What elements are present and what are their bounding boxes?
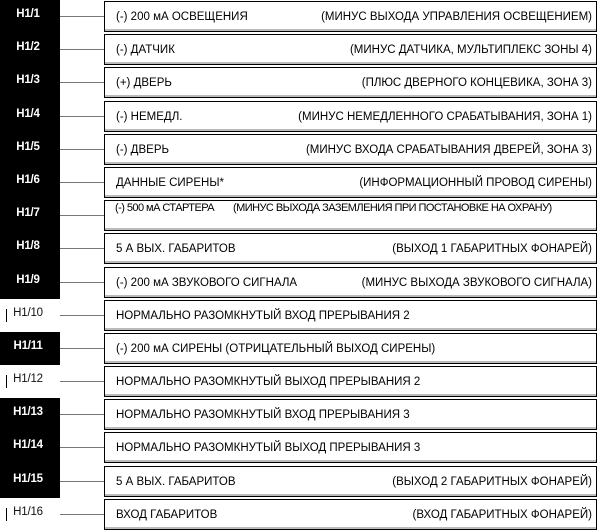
pin-description-box	[104, 466, 597, 497]
box-shadow-strip	[105, 228, 596, 230]
pin-number-cell	[0, 33, 60, 67]
box-shadow-strip	[105, 460, 596, 462]
pin-description-box	[104, 67, 597, 98]
pin-description-note: (МИНУС ВЫХОДА ЗАЗЕМЛЕНИЯ ПРИ ПОСТАНОВКЕ НА ОХРАНУ)	[233, 202, 552, 214]
box-shadow-strip	[105, 527, 596, 529]
pin-function-text: (-) 200 мА ЗВУКОВОГО СИГНАЛА	[116, 277, 298, 289]
pin-function-text: 5 А ВЫХ. ГАБАРИТОВ	[116, 243, 236, 255]
pin-row	[0, 166, 600, 200]
pin-function-text: (-) 200 мА ОСВЕЩЕНИЯ	[116, 11, 248, 23]
pin-description-note: (ВЫХОД 2 ГАБАРИТНЫХ ФОНАРЕЙ)	[392, 476, 592, 488]
pin-function-text: (+) ДВЕРЬ	[116, 77, 172, 89]
pin-function-text: НОРМАЛЬНО РАЗОМКНУТЫЙ ВХОД ПРЕРЫВАНИЯ 3	[116, 409, 410, 421]
pin-wire-line	[60, 514, 104, 515]
pin-description-box	[104, 300, 597, 331]
box-shadow-strip	[105, 62, 596, 64]
pin-wire-line	[60, 248, 104, 249]
pin-number-label: H1/1	[16, 8, 40, 20]
pin-number-cell	[0, 398, 60, 432]
pin-number-cell	[0, 299, 60, 333]
pin-number-cell	[0, 266, 60, 300]
pin-description-box	[104, 101, 597, 132]
box-shadow-strip	[105, 261, 596, 263]
pin-wire-line	[60, 348, 104, 349]
pin-wire-line	[60, 149, 104, 150]
pin-wire-line	[60, 414, 104, 415]
pin-function-text: НОРМАЛЬНО РАЗОМКНУТЫЙ ВХОД ПРЕРЫВАНИЯ 2	[116, 310, 410, 322]
pin-function-text: (-) НЕМЕДЛ.	[116, 111, 183, 123]
pin-description-box	[104, 233, 597, 264]
pin-wire-line	[60, 49, 104, 50]
pin-wire-line	[60, 481, 104, 482]
pin-wire-line	[60, 282, 104, 283]
pin-row	[0, 0, 600, 34]
pin-description-box	[104, 134, 597, 165]
pin-wire-line	[60, 215, 104, 216]
pin-description-box	[104, 1, 597, 32]
pin-description-note: (МИНУС ДАТЧИКА, МУЛЬТИПЛЕКС ЗОНЫ 4)	[349, 44, 592, 56]
pin-description-box	[104, 399, 597, 430]
pin-description-note: (МИНУС ВЫХОДА УПРАВЛЕНИЯ ОСВЕЩЕНИЕМ)	[321, 11, 592, 23]
pin-function-text: НОРМАЛЬНО РАЗОМКНУТЫЙ ВЫХОД ПРЕРЫВАНИЯ 2	[116, 376, 421, 388]
pin-function-text: ВХОД ГАБАРИТОВ	[116, 509, 218, 521]
pin-description-box	[104, 432, 597, 463]
pin-number-label: H1/13	[13, 406, 43, 418]
pin-number-cell	[0, 465, 60, 499]
pin-number-label: H1/2	[16, 41, 40, 53]
pin-description-note: (ПЛЮС ДВЕРНОГО КОНЦЕВИКА, ЗОНА 3)	[361, 77, 592, 89]
pin-number-label: H1/11	[13, 340, 43, 352]
pin-description-note: (МИНУС НЕМЕДЛЕННОГО СРАБАТЫВАНИЯ, ЗОНА 1)	[298, 111, 592, 123]
pin-function-text: 5 А ВЫХ. ГАБАРИТОВ	[116, 476, 236, 488]
pin-number-cell	[0, 199, 60, 233]
pin-row	[0, 66, 600, 100]
pin-description-note: (МИНУС ВЫХОДА ЗВУКОВОГО СИГНАЛА)	[361, 277, 592, 289]
pin-description-box	[104, 499, 597, 530]
pin-number-label: H1/3	[16, 74, 40, 86]
pin-row	[0, 232, 600, 266]
box-shadow-strip	[105, 494, 596, 496]
pin-number-cell	[0, 332, 60, 366]
pin-wire-line	[60, 315, 104, 316]
pin-number-cell	[0, 431, 60, 465]
pin-number-label: H1/9	[16, 274, 40, 286]
pin-number-cell	[0, 498, 60, 532]
pin-function-text: ДАННЫЕ СИРЕНЫ*	[116, 177, 224, 189]
pin-row	[0, 398, 600, 432]
pin-row	[0, 498, 600, 532]
pin-description-box	[104, 34, 597, 65]
pin-number-cell	[0, 166, 60, 200]
pin-description-note: (ИНФОРМАЦИОННЫЙ ПРОВОД СИРЕНЫ)	[359, 177, 592, 189]
box-shadow-strip	[105, 427, 596, 429]
box-shadow-strip	[105, 162, 596, 164]
pin-row	[0, 465, 600, 499]
pin-number-label: H1/5	[16, 141, 40, 153]
pin-number-label: H1/4	[16, 108, 40, 120]
pin-row	[0, 299, 600, 333]
pin-description-note: (МИНУС ВХОДА СРАБАТЫВАНИЯ ДВЕРЕЙ, ЗОНА 3)	[305, 144, 592, 156]
box-shadow-strip	[105, 394, 596, 396]
pin-row	[0, 332, 600, 366]
pin-row	[0, 199, 600, 233]
pin-number-label: H1/10	[13, 307, 43, 319]
pin-row	[0, 266, 600, 300]
pin-function-text: НОРМАЛЬНО РАЗОМКНУТЫЙ ВЫХОД ПРЕРЫВАНИЯ 3	[116, 442, 421, 454]
pin-description-box	[104, 167, 597, 198]
pin-wire-line	[60, 16, 104, 17]
box-shadow-strip	[105, 129, 596, 131]
pin-number-label: H1/14	[13, 439, 43, 451]
box-shadow-strip	[105, 361, 596, 363]
pin-description-box	[104, 200, 597, 231]
pin-description-note: (ВЫХОД 1 ГАБАРИТНЫХ ФОНАРЕЙ)	[392, 243, 592, 255]
pin-description-box	[104, 333, 597, 364]
pin-number-label: H1/15	[13, 473, 43, 485]
pin-row	[0, 431, 600, 465]
pin-function-text: (-) 200 мА СИРЕНЫ (ОТРИЦАТЕЛЬНЫЙ ВЫХОД СИРЕНЫ)	[116, 343, 436, 355]
pin-description-box	[104, 366, 597, 397]
pin-row	[0, 33, 600, 67]
pin-row	[0, 133, 600, 167]
pin-number-label: H1/16	[13, 506, 43, 518]
pin-number-cell	[0, 0, 60, 34]
pin-wire-line	[60, 116, 104, 117]
pin-row	[0, 100, 600, 134]
pin-wire-line	[60, 182, 104, 183]
pin-description-note: (ВХОД ГАБАРИТНЫХ ФОНАРЕЙ)	[412, 509, 592, 521]
pin-number-cell	[0, 365, 60, 399]
pin-number-label: H1/12	[13, 373, 43, 385]
pin-description-box	[104, 267, 597, 298]
pin-number-label: H1/6	[16, 174, 40, 186]
box-shadow-strip	[105, 29, 596, 31]
pin-number-label: H1/7	[16, 207, 40, 219]
pin-wire-line	[60, 447, 104, 448]
box-shadow-strip	[105, 195, 596, 197]
pin-number-label: H1/8	[16, 240, 40, 252]
pin-row	[0, 365, 600, 399]
pin-function-text: (-) ДВЕРЬ	[116, 144, 170, 156]
box-shadow-strip	[105, 295, 596, 297]
box-shadow-strip	[105, 95, 596, 97]
pin-wire-line	[60, 82, 104, 83]
pin-number-cell	[0, 100, 60, 134]
pin-number-cell	[0, 232, 60, 266]
pin-function-text: (-) ДАТЧИК	[116, 44, 175, 56]
pin-wire-line	[60, 381, 104, 382]
pin-number-cell	[0, 66, 60, 100]
pin-number-cell	[0, 133, 60, 167]
pin-function-text: (-) 500 мА СТАРТЕРА	[115, 202, 215, 214]
box-shadow-strip	[105, 328, 596, 330]
